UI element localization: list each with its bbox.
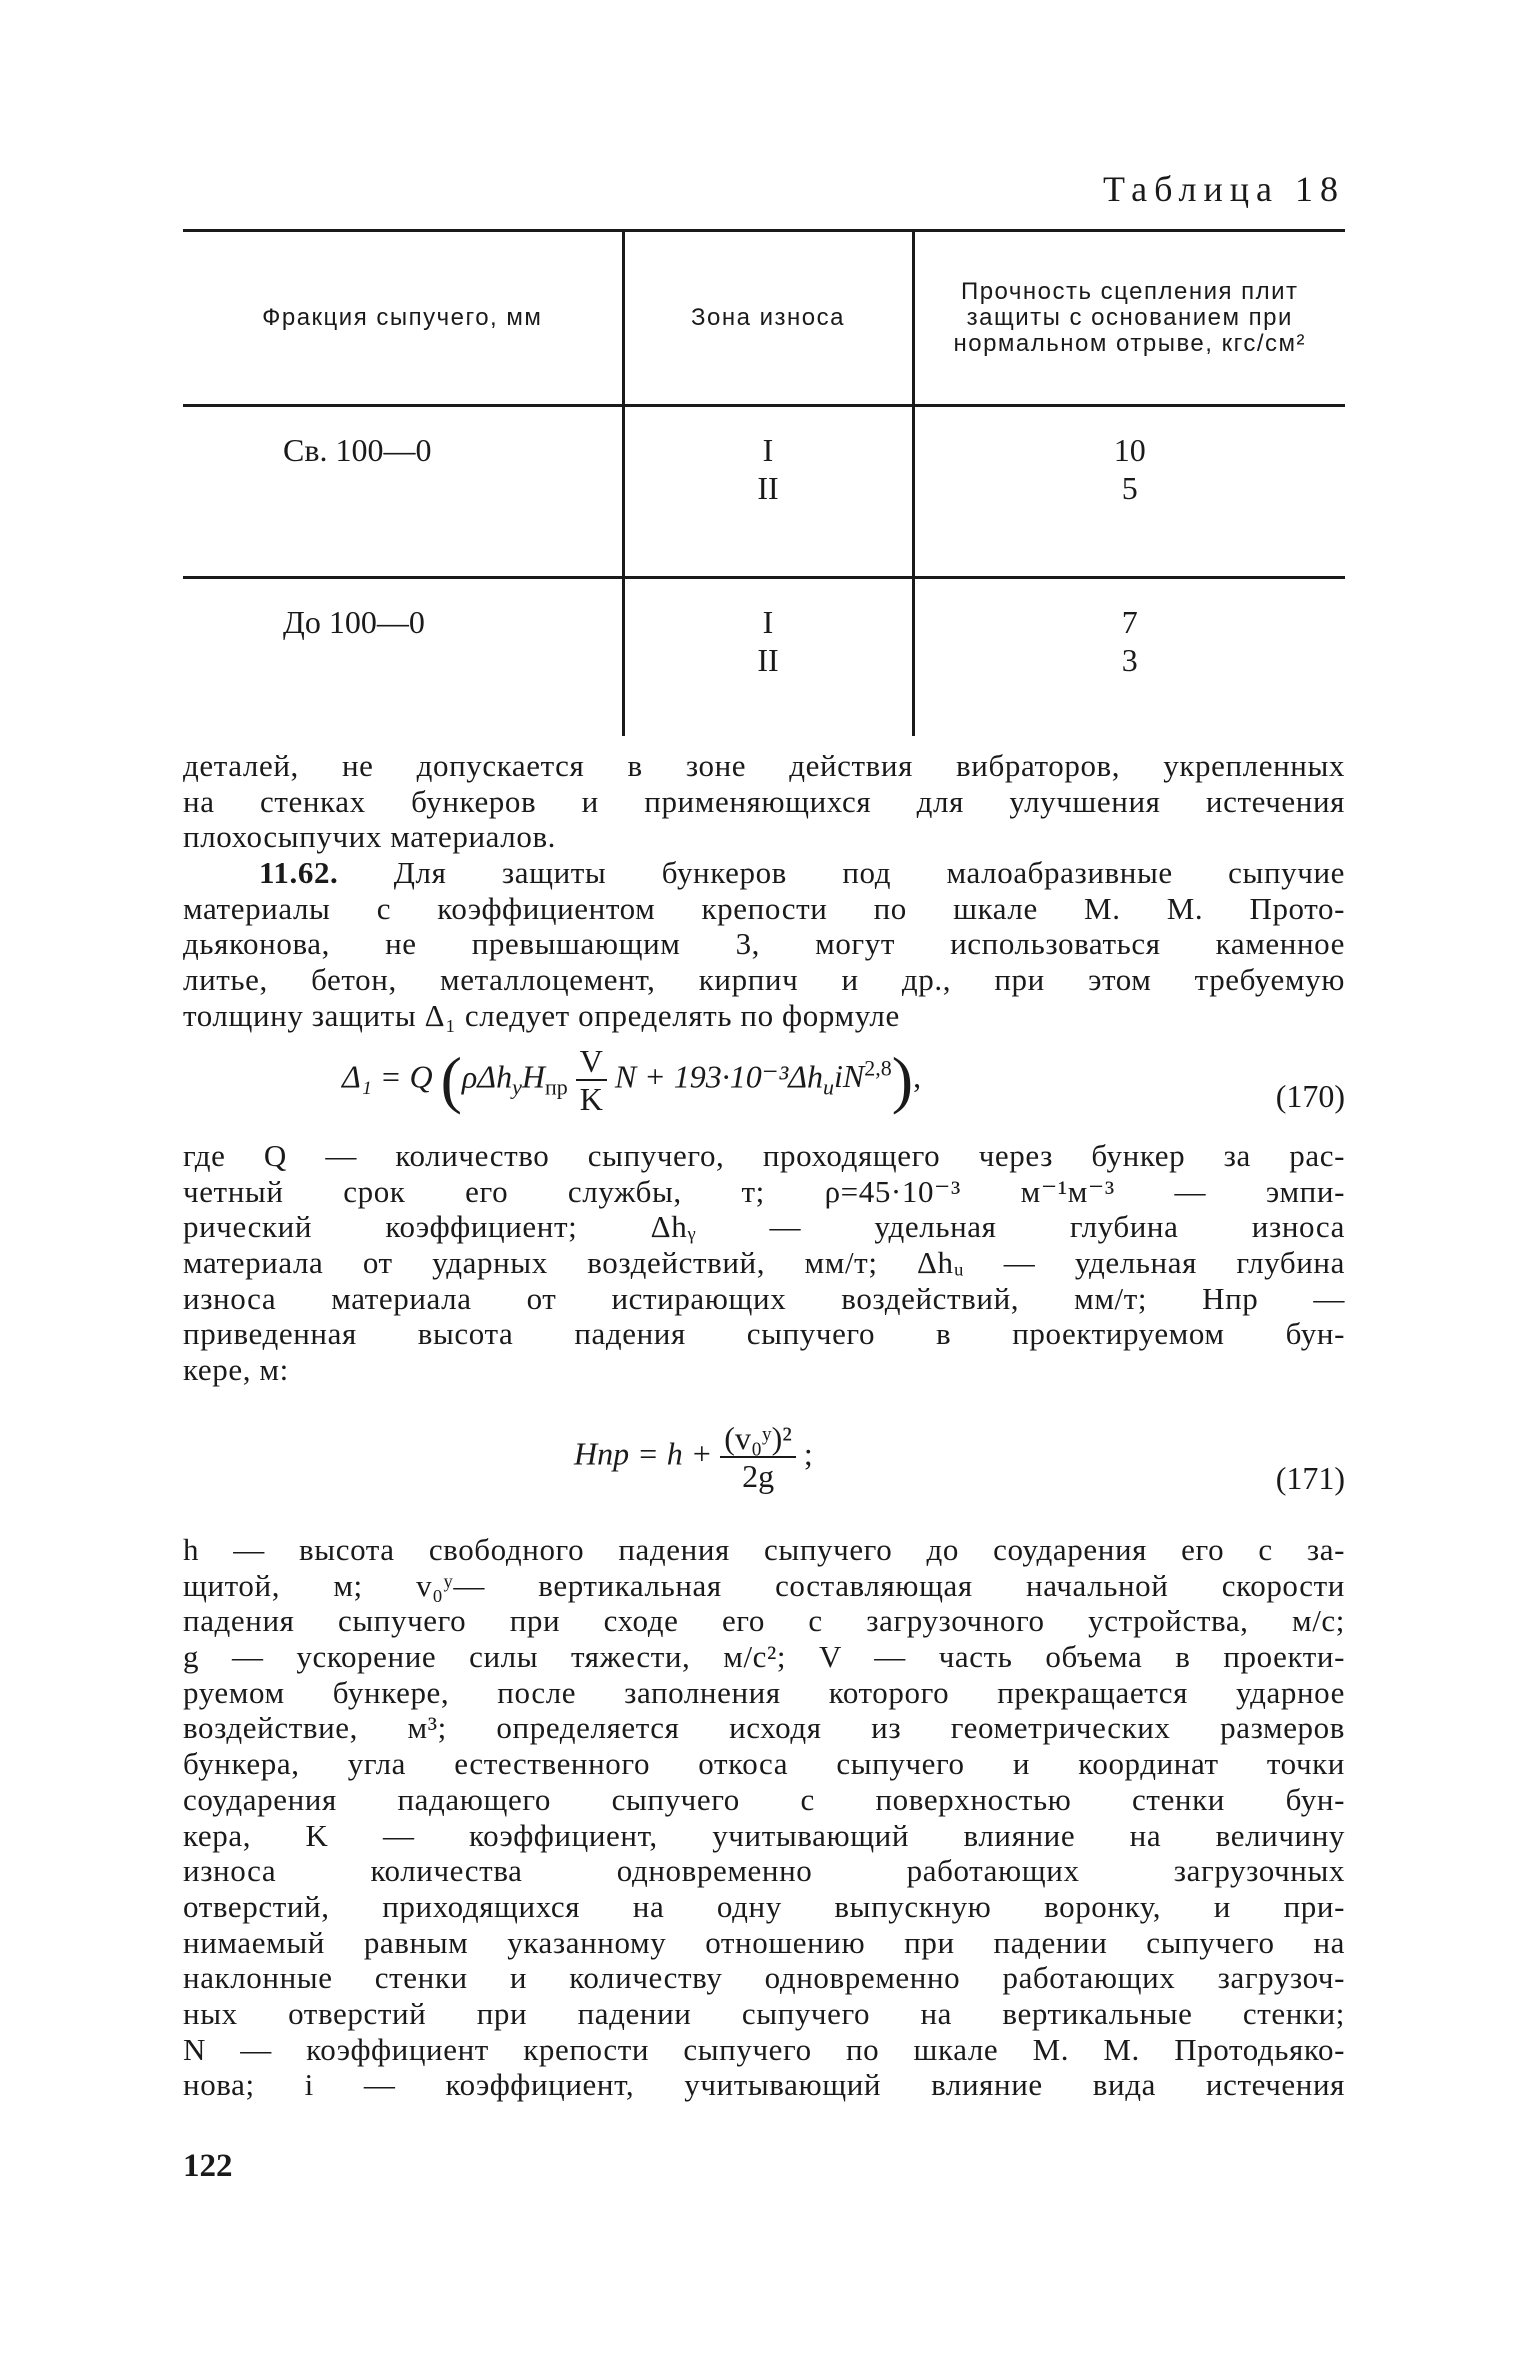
zone-value: II <box>757 642 779 678</box>
formula-rest: N + 193·10⁻³Δh <box>614 1058 824 1095</box>
paragraph-4 <box>183 1532 1345 2103</box>
text-line: нимаемый равным указанному отношению при падении сыпучего на <box>183 1924 1345 1960</box>
paragraph-1 <box>183 748 1345 855</box>
text-line: бункера, угла естественного откоса сыпучего и координат точки <box>183 1746 1345 1782</box>
table-header-row <box>183 231 1345 406</box>
text-line: щитой, м; v₀ʸ— вертикальная составляющая начальной скорости <box>183 1567 1345 1603</box>
formula-number: (170) <box>1275 1078 1345 1114</box>
text-line: 11.62. Для защиты бункеров под малоабразивные сыпучие <box>259 855 1345 890</box>
cell-strength <box>913 406 1345 578</box>
paragraph-2 <box>183 855 1345 1033</box>
formula-lhs: Hпр = h + <box>574 1435 713 1472</box>
text-line: кера, K — коэффициент, учитывающий влияние на величину <box>183 1817 1345 1853</box>
text-line: g — ускорение силы тяжести, м/с²; V — часть объема в проекти- <box>183 1639 1345 1675</box>
formula-tail: ; <box>803 1435 813 1472</box>
formula-paren-close: ) <box>891 1044 914 1115</box>
strength-value: 10 <box>1113 432 1146 468</box>
text-line: наклонные стенки и количеству одновременно работающих загрузоч- <box>183 1960 1345 1996</box>
formula-fraction: $\frac{V}{K}$ <box>576 1043 607 1117</box>
strength-value: 3 <box>1121 642 1138 678</box>
header-fraction: Фракция сыпучего, мм <box>183 231 623 406</box>
text-line: отверстий, приходящихся на одну выпускную воронку, и при- <box>183 1888 1345 1924</box>
text-line: деталей, не допускается в зоне действия вибраторов, укрепленных <box>183 748 1345 783</box>
formula-lhs: Δ₁ = Q <box>342 1058 433 1095</box>
formula-fraction: $\frac{\text{(v₀ʸ)²}}{2g}$ <box>720 1420 796 1494</box>
text-line: четный срок его службы, т; ρ=45·10⁻³ м⁻¹м⁻³ — эмпи- <box>183 1173 1345 1209</box>
text-line: воздействие, м³; определяется исходя из геометрических размеров <box>183 1710 1345 1746</box>
formula-170: Δ₁ = Q ($\rho\Delta h_yH_{пр}$ $\frac{V}{K}$ $N + 193\cdot 10^{-3}\Delta h_uiN^{2,8}$), <box>342 1043 922 1117</box>
formula-171 <box>574 1420 813 1494</box>
data-table <box>183 229 1345 736</box>
text-line: кере, м: <box>183 1352 289 1388</box>
formula-number: (171) <box>1275 1460 1345 1496</box>
cell-fraction: Св. 100—0 <box>183 406 623 578</box>
zone-value: I <box>762 604 774 640</box>
table-row <box>183 406 1345 578</box>
text-line: h — высота свободного падения сыпучего до соударения его с за- <box>183 1532 1345 1567</box>
text-line: толщину защиты Δ₁ следует определять по формуле <box>183 997 900 1033</box>
text-line: износа количества одновременно работающих загрузочных <box>183 1853 1345 1889</box>
table-title: Таблица 18 <box>1103 169 1345 209</box>
zone-value: I <box>762 432 774 468</box>
page-number: 122 <box>183 2148 233 2184</box>
formula-paren-open: ( <box>440 1044 462 1115</box>
strength-value: 7 <box>1121 604 1138 640</box>
text-line: литье, бетон, металлоцемент, кирпич и др., при этом требуемую <box>183 962 1345 998</box>
header-zone: Зона износа <box>623 231 913 406</box>
cell-strength <box>913 578 1345 737</box>
text-line: материалы с коэффициентом крепости по шкале М. М. Прото- <box>183 890 1345 926</box>
text-line: нова; i — коэффициент, учитывающий влияние вида истечения <box>183 2067 1345 2103</box>
text-line: приведенная высота падения сыпучего в проектируемом бун- <box>183 1316 1345 1352</box>
cell-zones <box>623 406 913 578</box>
text-line: руемом бункере, после заполнения которого прекращается ударное <box>183 1674 1345 1710</box>
text-line: на стенках бункеров и применяющихся для улучшения истечения <box>183 783 1345 819</box>
text-line: ных отверстий при падении сыпучего на вертикальные стенки; <box>183 1995 1345 2031</box>
table-row <box>183 578 1345 737</box>
formula-body: ρΔh <box>461 1058 513 1095</box>
text-line: износа материала от истирающих воздействий, мм/т; Hпр — <box>183 1280 1345 1316</box>
clause-number: 11.62. <box>259 855 339 890</box>
cell-zones <box>623 578 913 737</box>
header-strength: Прочность сцепления плит защиты с основанием при нормальном отрыве, кгс/см² <box>913 231 1345 406</box>
text-line: падения сыпучего при сходе его с загрузочного устройства, м/с; <box>183 1603 1345 1639</box>
zone-value: II <box>757 470 779 506</box>
text-line: где Q — количество сыпучего, проходящего через бункер за рас- <box>183 1138 1345 1173</box>
text-line: материала от ударных воздействий, мм/т; Δhᵤ — удельная глубина <box>183 1245 1345 1281</box>
text-line: соударения падающего сыпучего с поверхностью стенки бун- <box>183 1781 1345 1817</box>
paragraph-3 <box>183 1138 1345 1388</box>
cell-fraction: До 100—0 <box>283 604 425 640</box>
text-line: N — коэффициент крепости сыпучего по шкале М. М. Протодьяко- <box>183 2031 1345 2067</box>
text-line: плохосыпучих материалов. <box>183 819 557 855</box>
strength-value: 5 <box>1121 470 1138 506</box>
text-line: рический коэффициент; Δhᵧ — удельная глубина износа <box>183 1209 1345 1245</box>
text-line: дьяконова, не превышающим 3, могут использоваться каменное <box>183 926 1345 962</box>
